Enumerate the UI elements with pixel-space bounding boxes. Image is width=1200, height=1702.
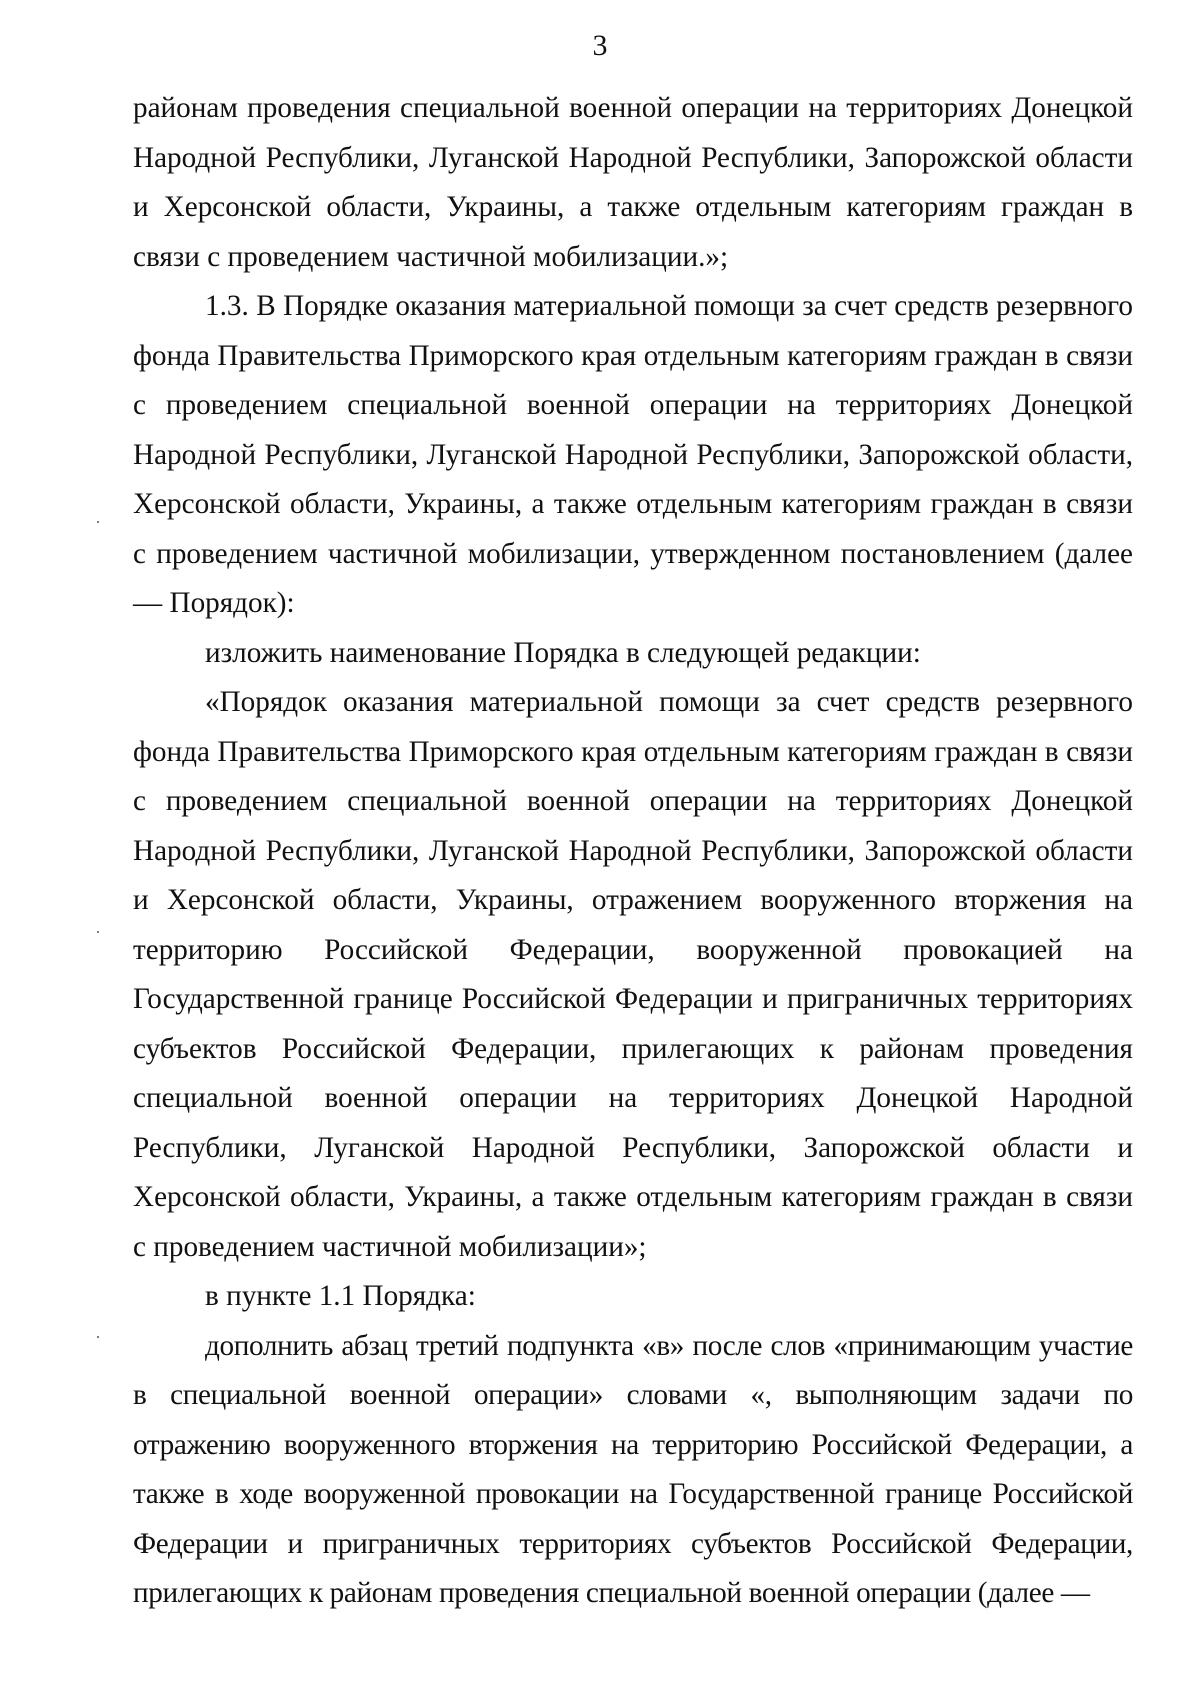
paragraph-continuation: районам проведения специальной военной операции на территориях Донецкой Народной Республики, Луганской Народной Республики, Запорожской области и Херсонской области, Украины, а также отдельным категориям граждан в связи с проведением частичной мобилизации.»; (133, 92, 1133, 273)
page-number: 3 (592, 29, 608, 62)
paragraph-amendment: дополнить абзац третий подпункта «в» после слов «принимающим участие в специальной военной операции» словами «, выполняющим задачи по отражению вооруженного вторжения на территорию Российской Федерации, а также в ходе вооруженной провокации на Государственной границе Российской Федерации и приграничных территориях субъектов Российской Федерации, прилегающих к районам проведения специальной военной операции (далее — (133, 1329, 1133, 1609)
paragraph-new-title: «Порядок оказания материальной помощи за счет средств резервного фонда Правительства Приморского края отдельным категориям граждан в связи с проведением специальной военной операции на территориях Донецкой Народной Республики, Луганской Народной Республики, Запорожской области и Херсонской области, Украины, отражением вооруженного вторжения на территорию Российской Федерации, вооруженной провокацией на Государственной границе Российской Федерации и приграничных территориях субъектов Российской Федерации, прилегающих к районам проведения специальной военной операции на территориях Донецкой Народной Республики, Луганской Народной Республики, Запорожской области и Херсонской области, Украины, а также отдельным категориям граждан в связи с проведением частичной мобилизации»; (133, 686, 1133, 1263)
paragraph-item-1-3: 1.3. В Порядке оказания материальной помощи за счет средств резервного фонда Правительства Приморского края отдельным категориям граждан в связи с проведением специальной военной операции на территориях Донецкой Народной Республики, Луганской Народной Республики, Запорожской области, Херсонской области, Украины, а также отдельным категориям граждан в связи с проведением частичной мобилизации, утвержденном постановлением (далее — Порядок): (133, 290, 1133, 619)
scan-speck (97, 1336, 99, 1338)
paragraph-rename-instruction: изложить наименование Порядка в следующей редакции: (205, 636, 921, 669)
paragraph-clause-1-1: в пункте 1.1 Порядка: (205, 1280, 476, 1312)
document-body (133, 84, 1133, 1619)
scan-speck (97, 521, 99, 523)
scan-speck (97, 931, 99, 933)
